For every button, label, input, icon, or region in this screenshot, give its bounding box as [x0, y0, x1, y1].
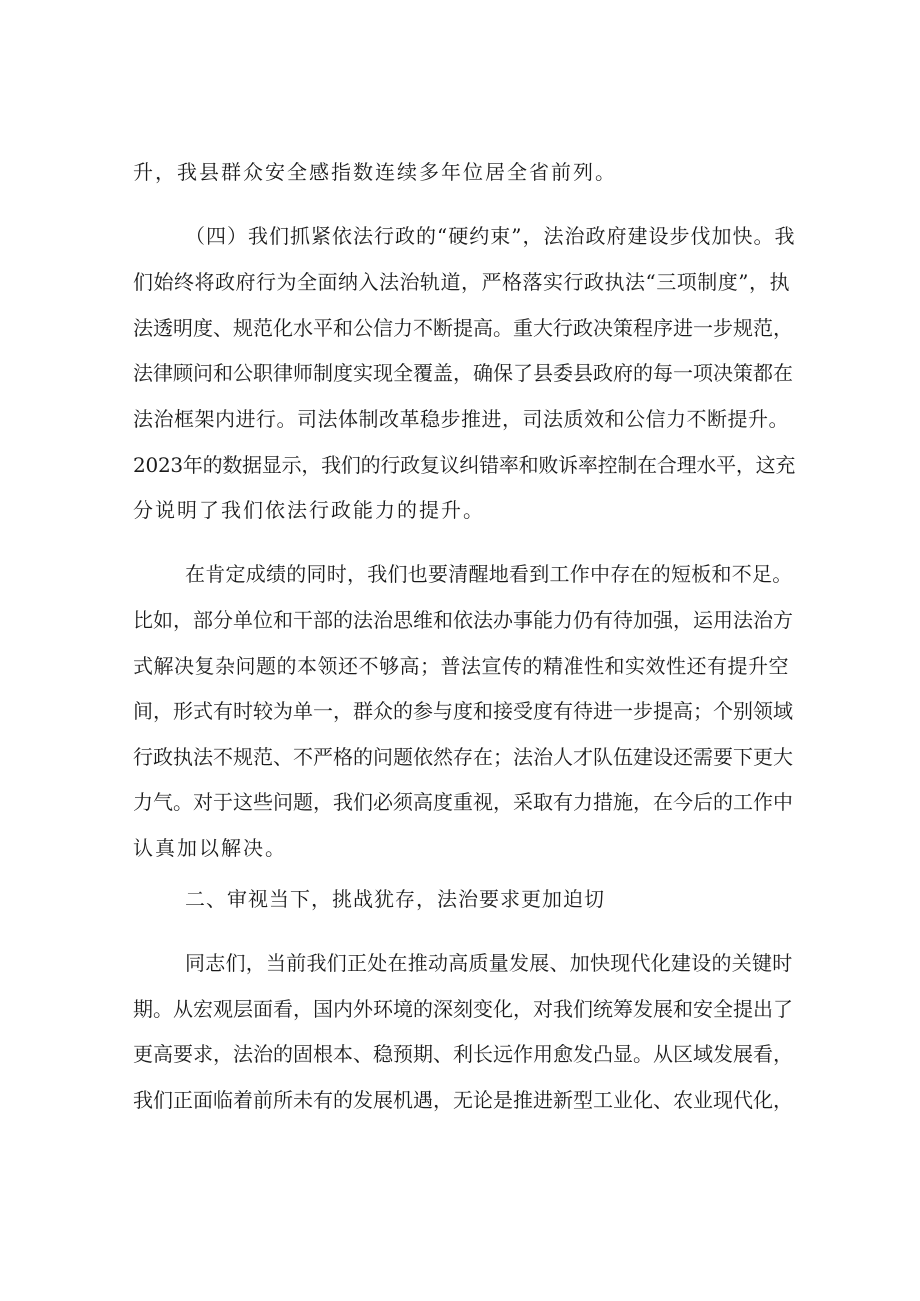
text-line: 我们正面临着前所未有的发展机遇，无论是推进新型工业化、农业现代化， [133, 1088, 793, 1112]
text-line: 同志们，当前我们正处在推动高质量发展、加快现代化建设的关键时 [185, 951, 793, 975]
section-heading: 二、审视当下，挑战犹存，法治要求更加迫切 [185, 887, 605, 911]
text-line: 间，形式有时较为单一，群众的参与度和接受度有待进一步提高；个别领域 [133, 699, 793, 723]
text-line: 式解决复杂问题的本领还不够高；普法宣传的精准性和实效性还有提升空 [133, 654, 789, 678]
text-line: 法透明度、规范化水平和公信力不断提高。重大行政决策程序进一步规范， [133, 316, 793, 340]
text-line: 比如，部分单位和干部的法治思维和依法办事能力仍有待加强，运用法治方 [133, 608, 793, 632]
text-line: 分说明了我们依法行政能力的提升。 [133, 498, 485, 522]
text-line: 认真加以解决。 [133, 836, 287, 860]
text-line: 法治框架内进行。司法体制改革稳步推进，司法质效和公信力不断提升。 [133, 407, 789, 431]
text-line: 法律顾问和公职律师制度实现全覆盖，确保了县委县政府的每一项决策都在 [133, 361, 793, 385]
text-line: 更高要求，法治的固根本、稳预期、利长远作用愈发凸显。从区域发展看， [133, 1042, 793, 1066]
text-line: 行政执法不规范、不严格的问题依然存在；法治人才队伍建设还需要下更大 [133, 745, 793, 769]
text-line: 期。从宏观层面看，国内外环境的深刻变化，对我们统筹发展和安全提出了 [133, 997, 793, 1021]
text-line: 在肯定成绩的同时，我们也要清醒地看到工作中存在的短板和不足。 [185, 562, 793, 586]
text-line: 升，我县群众安全感指数连续多年位居全省前列。 [133, 160, 617, 184]
text-line: 力气。对于这些问题，我们必须高度重视，采取有力措施，在今后的工作中 [133, 790, 793, 814]
text-line: （四）我们抓紧依法行政的“硬约束”，法治政府建设步伐加快。我 [185, 224, 796, 248]
text-line: 2023年的数据显示，我们的行政复议纠错率和败诉率控制在合理水平，这充 [133, 453, 796, 477]
text-line: 们始终将政府行为全面纳入法治轨道，严格落实行政执法“三项制度”，执 [133, 270, 790, 294]
